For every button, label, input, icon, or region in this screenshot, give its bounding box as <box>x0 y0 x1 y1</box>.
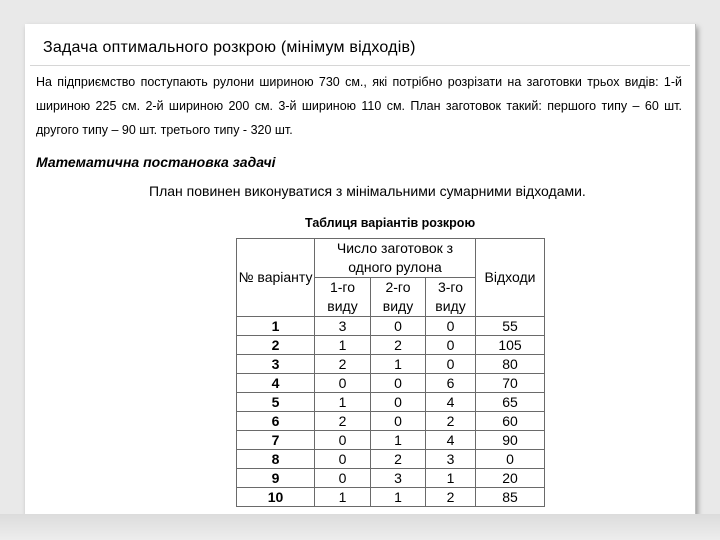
slide-title: Задача оптимального розкрою (мінімум відходів) <box>43 39 416 56</box>
header-blanks-per-roll: Число заготовок з одного рулона <box>315 239 476 278</box>
type-3-count: 2 <box>426 412 476 431</box>
header-type-2: 2-го виду <box>371 278 426 317</box>
variant-number: 7 <box>237 431 315 450</box>
header-type-3: 3-го виду <box>426 278 476 317</box>
type-1-count: 1 <box>315 393 371 412</box>
type-1-count: 3 <box>315 317 371 336</box>
type-2-count: 0 <box>371 412 426 431</box>
type-3-count: 1 <box>426 469 476 488</box>
table-row <box>237 450 545 469</box>
variant-number: 4 <box>237 374 315 393</box>
type-1-count: 2 <box>315 412 371 431</box>
type-1-count: 0 <box>315 374 371 393</box>
table-row <box>237 336 545 355</box>
type-2-count: 2 <box>371 450 426 469</box>
table-row <box>237 374 545 393</box>
plan-requirement: План повинен виконуватися з мінімальними сумарними відходами. <box>149 183 586 199</box>
variant-number: 3 <box>237 355 315 374</box>
slide-bottom-band <box>0 514 720 540</box>
waste-value: 65 <box>476 393 545 412</box>
section-heading: Математична постановка задачі <box>36 154 276 170</box>
waste-value: 85 <box>476 488 545 507</box>
variant-number: 10 <box>237 488 315 507</box>
type-1-count: 0 <box>315 431 371 450</box>
variant-number: 2 <box>237 336 315 355</box>
type-1-count: 1 <box>315 488 371 507</box>
type-1-count: 0 <box>315 450 371 469</box>
type-2-count: 3 <box>371 469 426 488</box>
table-row <box>237 393 545 412</box>
header-type-1: 1-го виду <box>315 278 371 317</box>
type-2-count: 0 <box>371 374 426 393</box>
table-row <box>237 317 545 336</box>
header-waste: Відходи <box>476 239 545 317</box>
type-1-count: 2 <box>315 355 371 374</box>
type-2-count: 1 <box>371 355 426 374</box>
waste-value: 90 <box>476 431 545 450</box>
type-2-count: 0 <box>371 393 426 412</box>
variant-number: 9 <box>237 469 315 488</box>
waste-value: 105 <box>476 336 545 355</box>
variant-number: 5 <box>237 393 315 412</box>
type-2-count: 0 <box>371 317 426 336</box>
type-3-count: 2 <box>426 488 476 507</box>
type-3-count: 6 <box>426 374 476 393</box>
type-3-count: 3 <box>426 450 476 469</box>
type-2-count: 1 <box>371 488 426 507</box>
variant-number: 1 <box>237 317 315 336</box>
type-3-count: 4 <box>426 431 476 450</box>
variant-number: 8 <box>237 450 315 469</box>
table-row <box>237 431 545 450</box>
type-3-count: 0 <box>426 355 476 374</box>
type-3-count: 0 <box>426 317 476 336</box>
header-variant-number: № варіанту <box>237 239 315 317</box>
title-divider <box>30 65 690 66</box>
type-3-count: 0 <box>426 336 476 355</box>
waste-value: 70 <box>476 374 545 393</box>
type-1-count: 1 <box>315 336 371 355</box>
type-3-count: 4 <box>426 393 476 412</box>
waste-value: 80 <box>476 355 545 374</box>
waste-value: 20 <box>476 469 545 488</box>
variant-number: 6 <box>237 412 315 431</box>
type-2-count: 1 <box>371 431 426 450</box>
waste-value: 60 <box>476 412 545 431</box>
type-1-count: 0 <box>315 469 371 488</box>
problem-statement: На підприємство поступають рулони шириною 730 см., які потрібно розрізати на заготовки трьох видів: 1-й шириною 225 см. 2-й шириною 200 см. 3-й шириною 110 см. План заготовок такий: першого типу – 60 шт. другого типу – 90 шт. третього типу ‑ 320 шт. <box>36 75 682 137</box>
table-row <box>237 355 545 374</box>
table-row <box>237 469 545 488</box>
table-row <box>237 488 545 507</box>
waste-value: 55 <box>476 317 545 336</box>
type-2-count: 2 <box>371 336 426 355</box>
table-caption: Таблиця варіантів розкрою <box>305 216 476 230</box>
cutting-variants-table <box>236 238 545 507</box>
table-row <box>237 412 545 431</box>
waste-value: 0 <box>476 450 545 469</box>
